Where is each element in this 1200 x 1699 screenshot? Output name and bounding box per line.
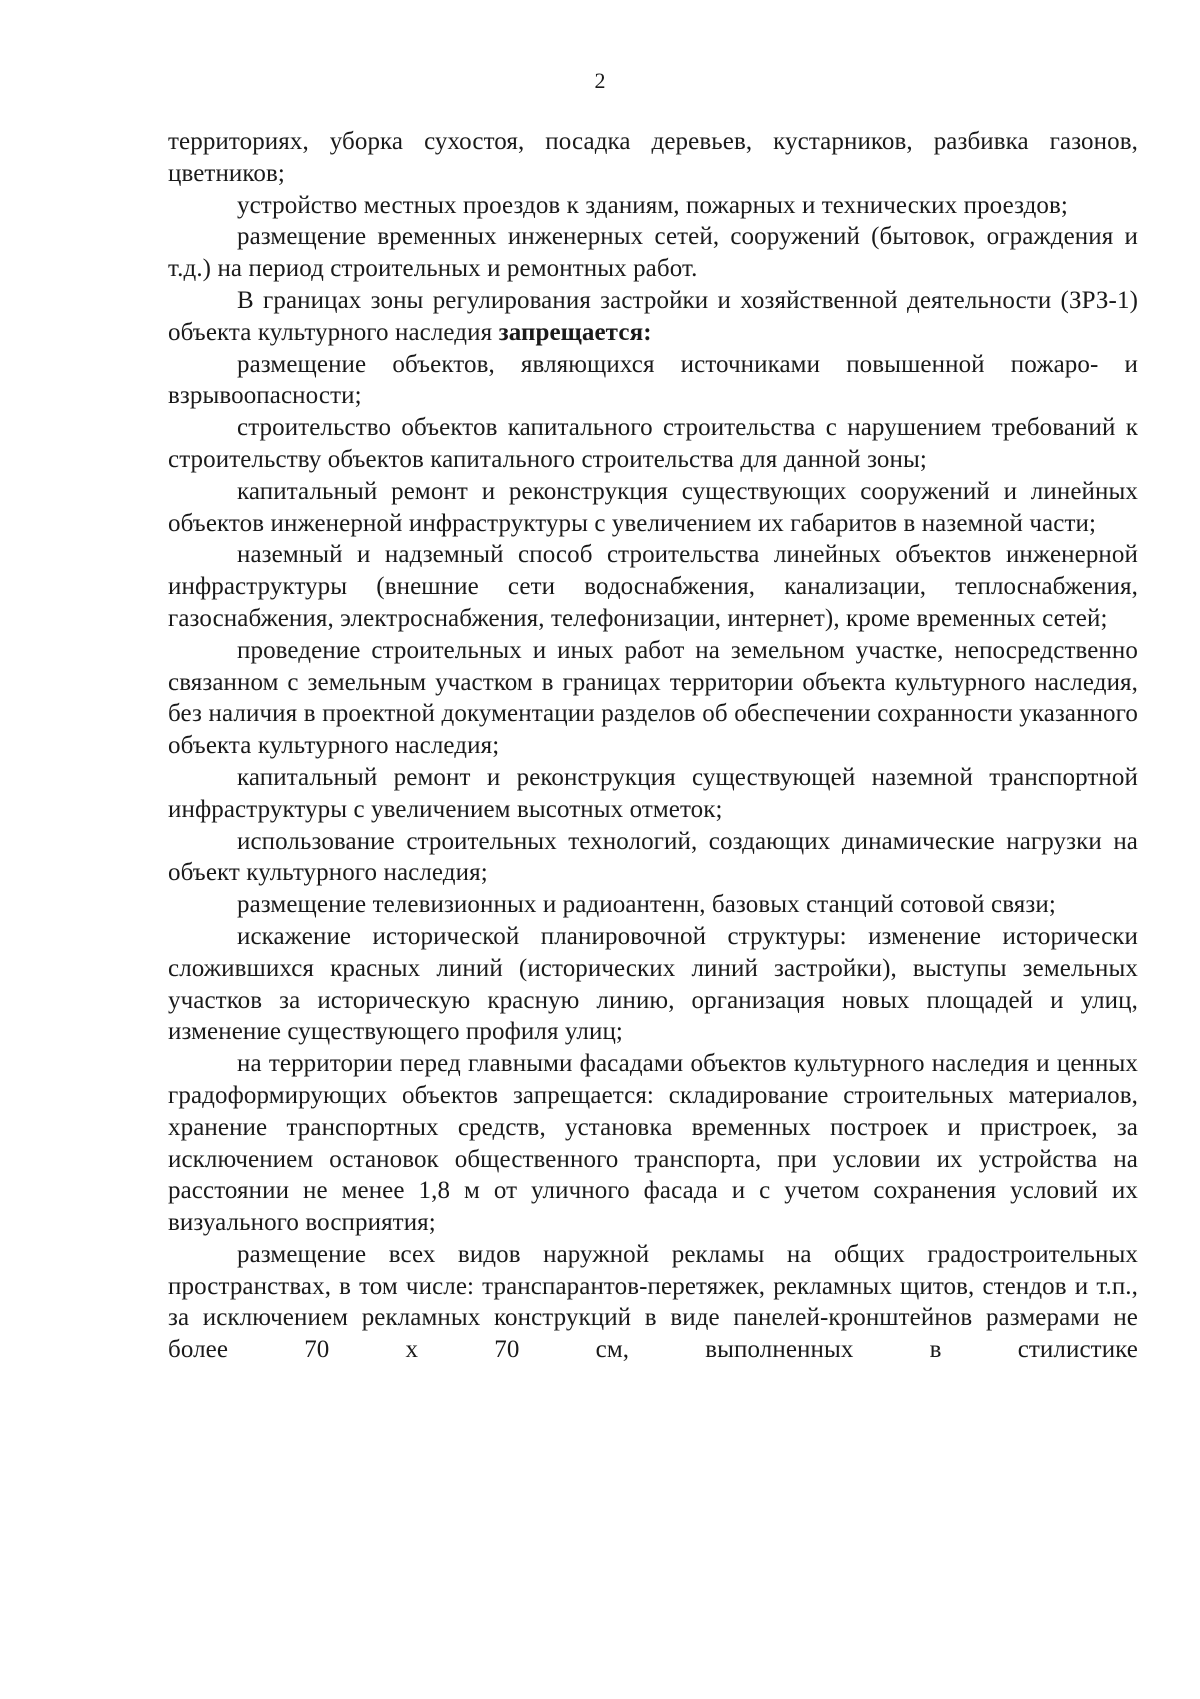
- paragraph-12: размещение телевизионных и радиоантенн, базовых станций сотовой связи;: [237, 891, 1056, 919]
- document-body: [168, 126, 1138, 1366]
- paragraph-3: размещение временных инженерных сетей, сооружений (бытовок, ограждения и т.д.) на период строительных и ремонтных работ.: [168, 223, 1138, 283]
- page-number: 2: [594, 68, 606, 93]
- paragraph-2: устройство местных проездов к зданиям, пожарных и технических проездов;: [237, 191, 1068, 219]
- paragraph-1: территориях, уборка сухостоя, посадка деревьев, кустарников, разбивка газонов, цветников;: [168, 128, 1138, 187]
- paragraph-15: размещение всех видов наружной рекламы на общих градостроительных пространствах, в том числе: транспарантов-перетяжек, рекламных щитов, стендов и т.п., за исключением рекламных конструкций в виде панелей-кронштейнов размерами не более 70 х 70 см, выполненных в стилистике: [168, 1240, 1138, 1364]
- paragraph-7: капитальный ремонт и реконструкция существующих сооружений и линейных объектов инженерной инфраструктуры с увеличением их габаритов в наземной части;: [168, 477, 1138, 537]
- paragraph-5: размещение объектов, являющихся источниками повышенной пожаро- и взрывоопасности;: [168, 350, 1138, 410]
- paragraph-9: проведение строительных и иных работ на земельном участке, непосредственно связанном с земельным участком в границах территории объекта культурного наследия, без наличия в проектной документации разделов об обеспечении сохранности указанного объекта культурного наследия;: [168, 636, 1138, 760]
- paragraph-14: на территории перед главными фасадами объектов культурного наследия и ценных градоформирующих объектов запрещается: складирование строительных материалов, хранение транспортных средств, установка временных построек и пристроек, за исключением остановок общественного транспорта, при условии их устройства на расстоянии не менее 1,8 м от уличного фасада и с учетом сохранения условий их визуального восприятия;: [168, 1050, 1138, 1237]
- paragraph-11: использование строительных технологий, создающих динамические нагрузки на объект культурного наследия;: [168, 827, 1138, 887]
- paragraph-4: [168, 285, 1138, 349]
- paragraph-4-bold: запрещается:: [498, 318, 652, 346]
- paragraph-13: искажение исторической планировочной структуры: изменение исторически сложившихся красных линий (исторических линий застройки), выступы земельных участков за историческую красную линию, организация новых площадей и улиц, изменение существующего профиля улиц;: [168, 922, 1138, 1046]
- paragraph-8: наземный и надземный способ строительства линейных объектов инженерной инфраструктуры (внешние сети водоснабжения, канализации, теплоснабжения, газоснабжения, электроснабжения, телефонизации, интернет), кроме временных сетей;: [168, 541, 1138, 632]
- paragraph-10: капитальный ремонт и реконструкция существующей наземной транспортной инфраструктуры с увеличением высотных отметок;: [168, 763, 1138, 823]
- paragraph-6: строительство объектов капитального строительства с нарушением требований к строительству объектов капитального строительства для данной зоны;: [168, 414, 1138, 473]
- paragraph-4-text: В границах зоны регулирования застройки и хозяйственной деятельности (ЗРЗ-1) объекта культурного наследия: [168, 286, 1138, 346]
